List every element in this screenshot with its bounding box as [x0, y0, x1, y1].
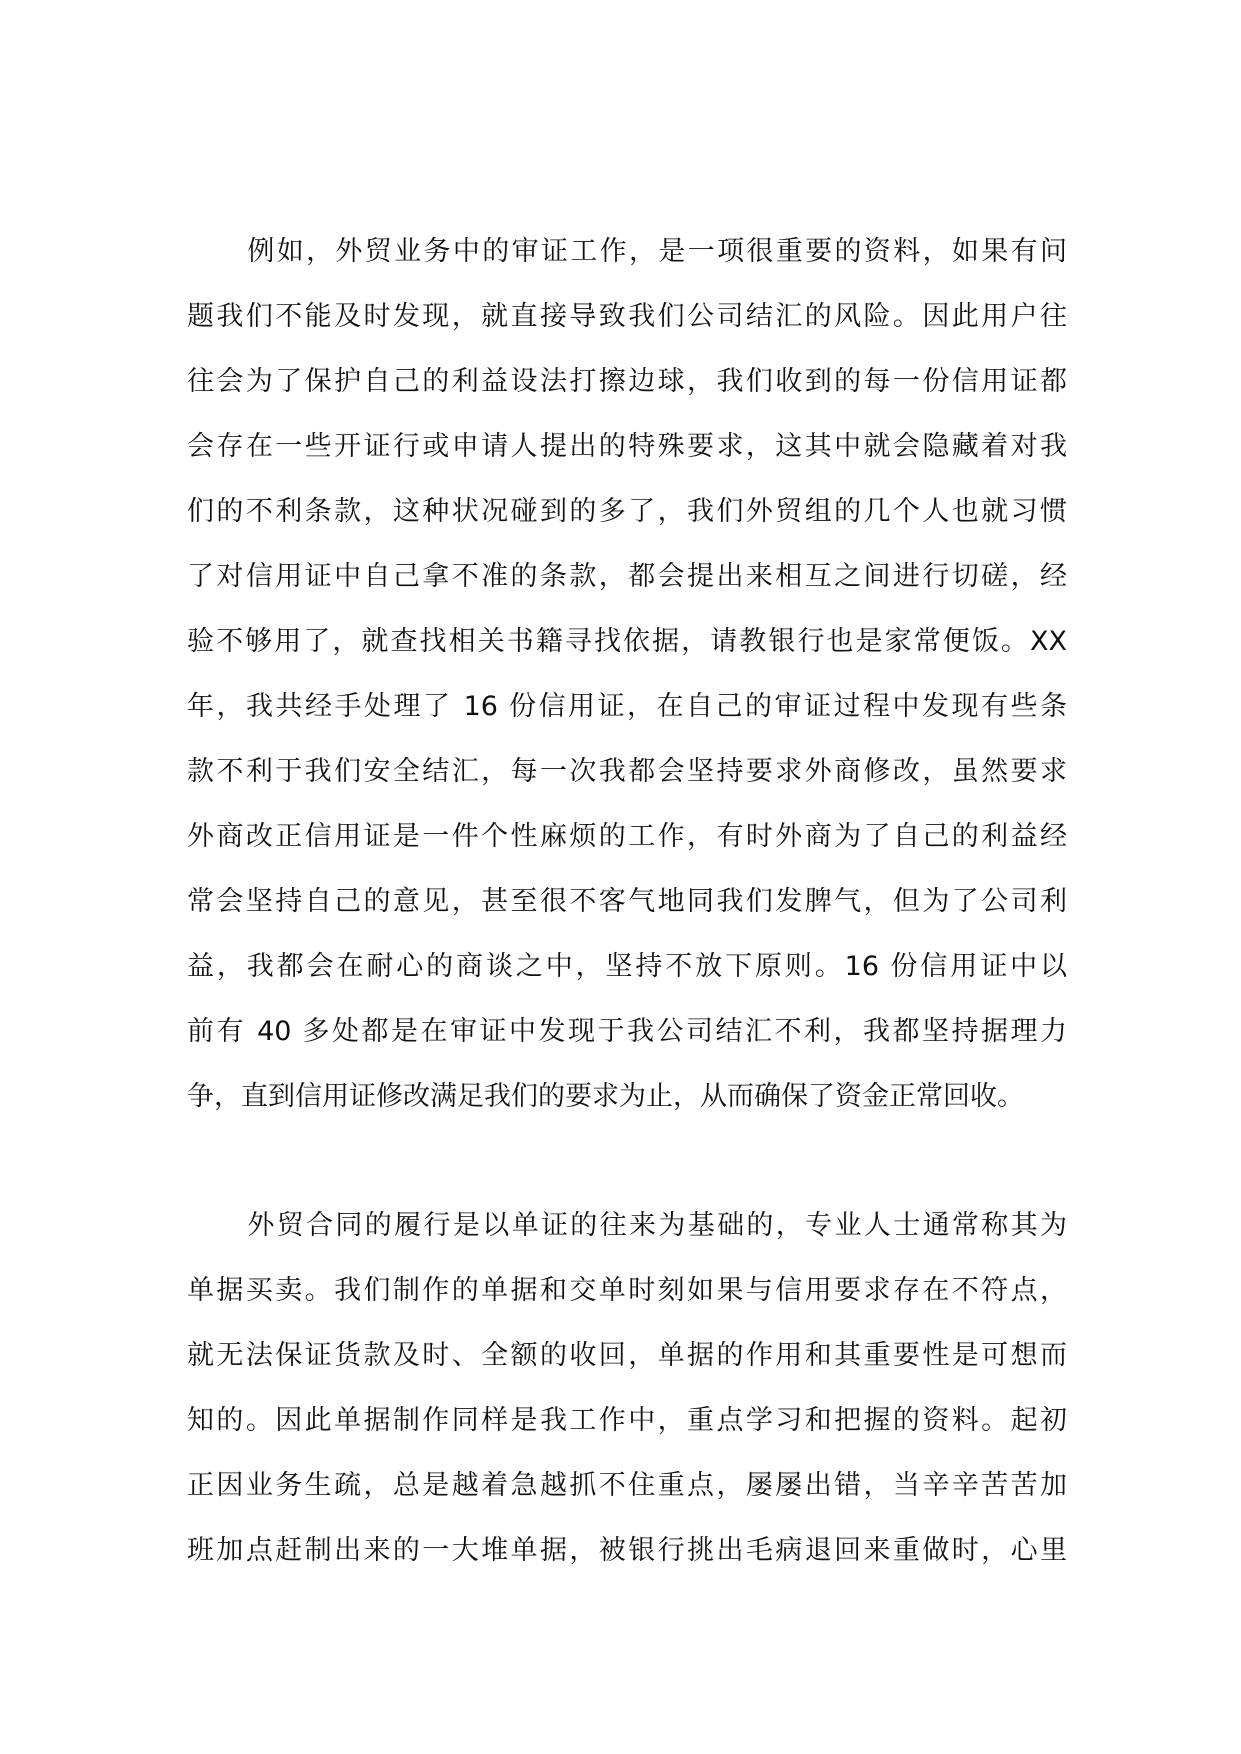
paragraph-line: 单据买卖。我们制作的单据和交单时刻如果与信用要求存在不符点，	[187, 1275, 1067, 1306]
paragraph-line: 年，我共经手处理了 16 份信用证，在自己的审证过程中发现有些条	[187, 691, 1067, 722]
paragraph-line: 常会坚持自己的意见，甚至很不客气地同我们发脾气，但为了公司利	[187, 886, 1067, 917]
paragraph-line: 前有 40 多处都是在审证中发现于我公司结汇不利，我都坚持据理力	[187, 1016, 1067, 1047]
paragraph-document-preparation	[187, 1193, 1067, 1583]
paragraph-line: 外贸合同的履行是以单证的往来为基础的，专业人士通常称其为	[245, 1210, 1067, 1241]
paragraph-line: 外商改正信用证是一件个性麻烦的工作，有时外商为了自己的利益经	[187, 821, 1067, 852]
paragraph-line: 争，直到信用证修改满足我们的要求为止，从而确保了资金正常回收。	[187, 1081, 1024, 1112]
paragraph-line: 款不利于我们安全结汇，每一次我都会坚持要求外商修改，虽然要求	[187, 756, 1067, 787]
paragraph-line: 会存在一些开证行或申请人提出的特殊要求，这其中就会隐藏着对我	[187, 431, 1067, 462]
paragraph-line: 正因业务生疏，总是越着急越抓不住重点，屡屡出错，当辛辛苦苦加	[187, 1470, 1067, 1501]
paragraph-line: 们的不利条款，这种状况碰到的多了，我们外贸组的几个人也就习惯	[187, 496, 1067, 527]
paragraph-line: 例如，外贸业务中的审证工作，是一项很重要的资料，如果有问	[245, 236, 1067, 267]
paragraph-line: 益，我都会在耐心的商谈之中，坚持不放下原则。16 份信用证中以	[187, 951, 1067, 982]
paragraph-line: 验不够用了，就查找相关书籍寻找依据，请教银行也是家常便饭。XX	[187, 626, 1067, 657]
paragraph-line: 题我们不能及时发现，就直接导致我们公司结汇的风险。因此用户往	[187, 301, 1067, 332]
paragraph-line: 就无法保证货款及时、全额的收回，单据的作用和其重要性是可想而	[187, 1340, 1067, 1371]
paragraph-line: 往会为了保护自己的利益设法打擦边球，我们收到的每一份信用证都	[187, 366, 1067, 397]
paragraph-line: 了对信用证中自己拿不准的条款，都会提出来相互之间进行切磋，经	[187, 561, 1067, 592]
paragraph-letter-of-credit-review	[187, 219, 1067, 1129]
paragraph-line: 班加点赶制出来的一大堆单据，被银行挑出毛病退回来重做时，心里	[187, 1535, 1067, 1566]
paragraph-line: 知的。因此单据制作同样是我工作中，重点学习和把握的资料。起初	[187, 1405, 1067, 1436]
